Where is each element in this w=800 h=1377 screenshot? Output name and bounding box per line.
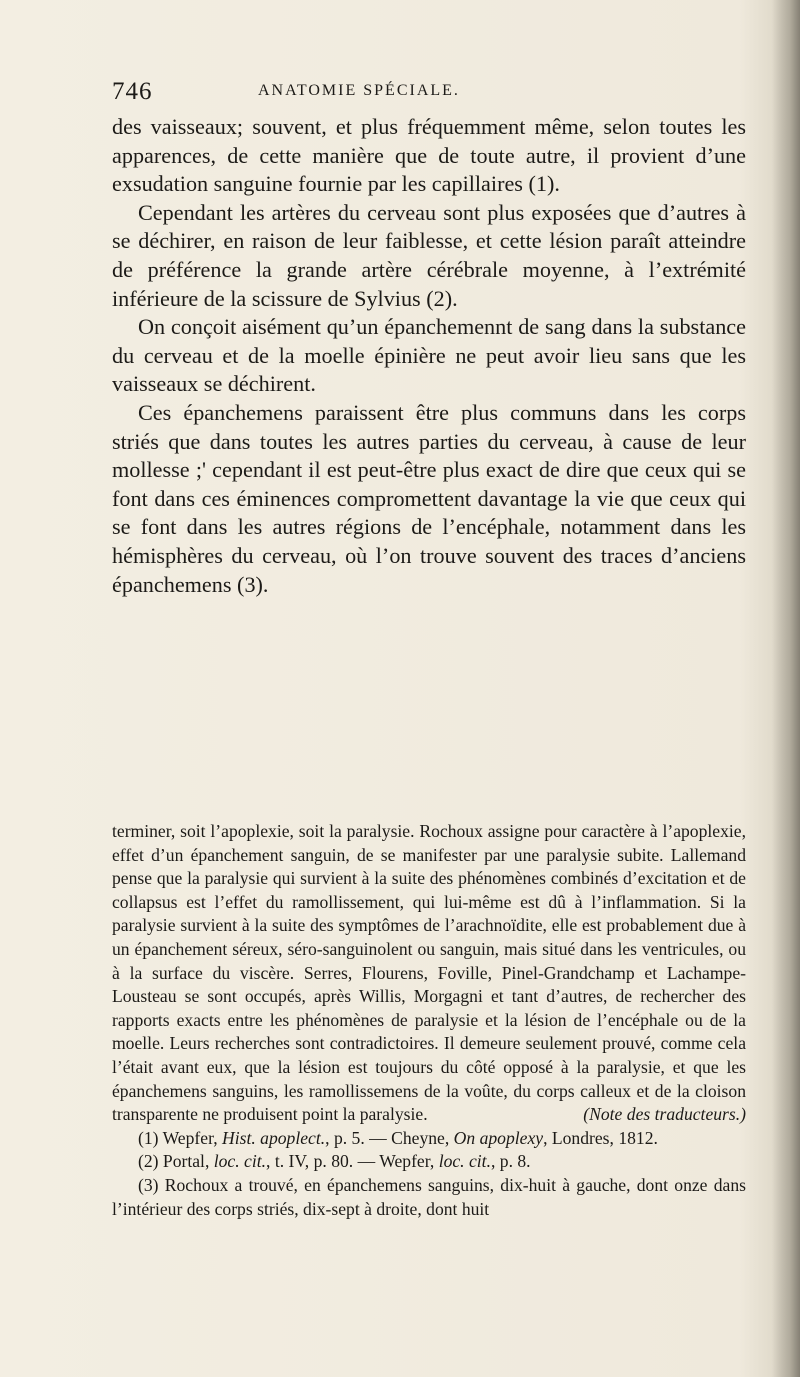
footnote-2-ref2: loc. cit. [438,1151,491,1172]
footnote-2-mid: , t. IV, p. 80. — Wepfer, [266,1151,439,1172]
footnote-2-tail: , p. 8. [490,1151,531,1172]
footnotes [112,820,746,1221]
translator-note [112,820,746,1127]
page-edge-shadow [772,0,800,1377]
footnote-3: (3) Rochoux a trouvé, en épanchemens sanguins, dix-huit à gauche, dont onze dans l’intérieur des corps striés, dix-sept à droite, dont huit [112,1174,746,1219]
paragraph-4: Ces épanchemens paraissent être plus communs dans les corps striés que dans toutes les autres parties du cerveau, à cause de leur mollesse ;' cependant il est peut-être plus exact de dire que ceux qui se font dans ces éminences compromettent davantage la vie que ceux qui se font dans les autres régions de l’encéphale, notamment dans les hémisphères du cerveau, où l’on trouve souvent des traces d’anciens épanchemens (3). [112,399,746,597]
footnote-1-title: Hist. apoplect. [222,1127,326,1148]
footnote-1-title2: On apoplexy [453,1127,544,1148]
page-header [112,78,752,108]
footnote-2-ref: loc. cit. [213,1151,267,1172]
footnote-1-lead: (1) Wepfer, [138,1127,223,1148]
paragraph-2: Cependant les artères du cerveau sont plus exposées que d’autres à se déchirer, en raison de leur faiblesse, et cette lésion paraît atteindre de préférence la grande artère cérébrale moyenne, à l’extrémité inférieure de la scissure de Sylvius (2). [112,199,746,311]
translator-note-text: terminer, soit l’apoplexie, soit la paralysie. Rochoux assigne pour caractère à l’apoplexie, effet d’un épanchement sanguin, de se manifester par une paralysie subite. Lallemand pense que la paralysie qui survient à la suite des phénomènes combinés d’excitation et de collapsus est l’effet du ramollissement, qui lui-même est dû à l’inflammation. Si la paralysie survient à la suite des symptômes de l’arachnoïdite, elle est probablement due à un épanchement séreux, séro-sanguinolent ou sanguin, mais situé dans les ventricules, ou à la surface du viscère. Serres, Flourens, Foville, Pinel-Grandchamp et Lachampe-Lousteau se sont occupés, après Willis, Morgagni et tant d’autres, de rechercher des rapports exacts entre les phénomènes de paralysie et la lésion de l’encéphale ou de la moelle. Leurs recherches sont contradictoires. Il demeure seulement prouvé, comme cela l’était avant eux, que la lésion est toujours du côté opposé à la paralysie, et que les épanchemens sanguins, les ramollissemens de la voûte, du corps calleux et de la cloison transparente ne produisent point la paralysie. [112,821,746,1125]
footnote-1 [112,1127,746,1151]
paragraph-3: On conçoit aisément qu’un épanchemennt de sang dans la substance du cerveau et de la moelle épinière ne peut avoir lieu sans que les vaisseaux se déchirent. [112,314,746,397]
footnote-1-tail: , Londres, 1812. [543,1127,658,1148]
footnote-2-lead: (2) Portal, [138,1151,214,1172]
main-text [112,113,746,599]
footnote-2 [112,1150,746,1174]
translator-note-attribution: (Note des traducteurs.) [583,1104,746,1125]
page-number: 746 [112,78,153,105]
footnote-1-mid: , p. 5. — Cheyne, [325,1127,454,1148]
running-head: ANATOMIE SPÉCIALE. [258,82,460,99]
paragraph-1: des vaisseaux; souvent, et plus fréquemment même, selon toutes les apparences, de cette manière que de toute autre, il provient d’une exsudation sanguine fournie par les capillaires (1). [112,114,746,197]
